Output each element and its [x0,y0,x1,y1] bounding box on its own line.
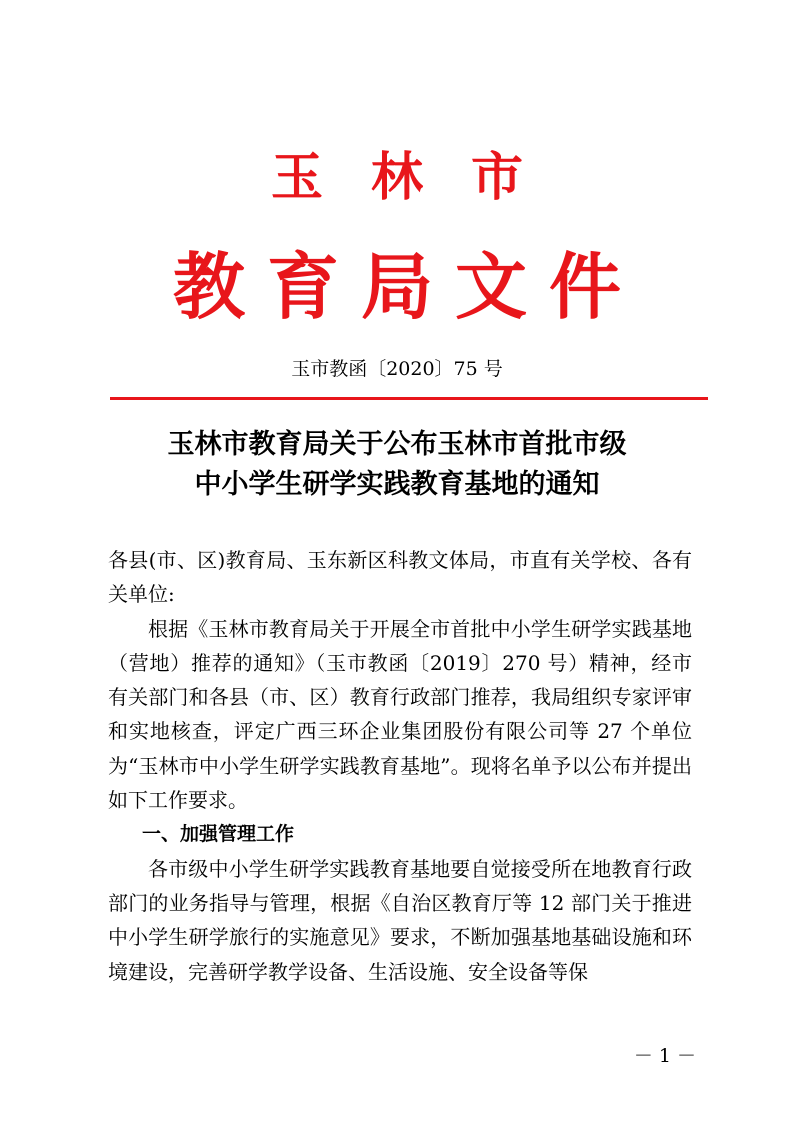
document-number: 玉市教函〔2020〕75 号 [291,358,503,380]
section-heading: 一、加强管理工作 [142,823,295,846]
addressee-line: 各县(市、区)教育局、玉东新区科教文体局，市直有关学校、各有关单位: [108,548,692,607]
red-separator-line [110,397,708,400]
document-body [108,543,692,989]
issuing-organization: 玉林市 [270,147,571,208]
document-title [0,425,794,505]
title-line-1: 玉林市教育局关于公布玉林市首批市级 [167,429,627,460]
document-type-heading: 教育局文件 [172,244,643,329]
body-paragraph: 根据《玉林市教育局关于开展全市首批中小学生研学实践基地（营地）推荐的通知》（玉市教函〔2019〕270 号）精神，经市有关部门和各县（市、区）教育行政部门推荐，我局组织专家评审和实地核查，评定广西三环企业集团股份有限公司等 27 个单位为“玉林市中小学生研学实践教育基地”。现将名单予以公布并提出如下工作要求。 [108,616,692,813]
page-number: － 1 － [633,1045,696,1067]
body-paragraph: 各市级中小学生研学实践教育基地要自觉接受所在地教育行政部门的业务指导与管理，根据《自治区教育厅等 12 部门关于推进中小学生研学旅行的实施意见》要求，不断加强基地基础设施和环境建设，完善研学教学设备、生活设施、安全设备等保 [108,856,692,984]
title-line-2: 中小学生研学实践教育基地的通知 [194,469,600,500]
